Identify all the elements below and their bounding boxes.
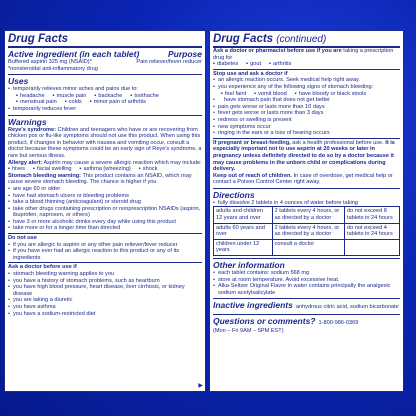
list-item: • are age 60 or older [13, 186, 202, 193]
active-ingredient-row [8, 59, 202, 66]
table-cell: adults and children 12 years and over [214, 207, 273, 223]
uses-heading: Uses [8, 74, 202, 86]
inactive-heading: Inactive ingredients [213, 300, 293, 311]
keep-out-label: Keep out of reach of children. [213, 172, 292, 179]
list-item: • store at room temperature. Avoid excessive heat. [218, 277, 400, 284]
table-cell: do not exceed 4 tablets in 24 hours [345, 223, 400, 239]
list-item: ▪ feel faint [221, 91, 246, 98]
continued-title-text: Drug Facts [213, 33, 274, 45]
divider [213, 138, 400, 139]
active-ingredient-name: Buffered aspirin 325 mg (NSAID)* [8, 59, 92, 65]
list-item: • an allergic reaction occurs. Seek medical help right away. [218, 77, 400, 84]
directions-heading: Directions [213, 188, 400, 200]
stomach-warning [8, 173, 202, 186]
inactive-text: anhydrous citric acid, sodium bicarbonate [295, 304, 399, 311]
table-row [214, 207, 400, 223]
other-info-heading: Other information [213, 258, 400, 270]
allergy-list [8, 166, 202, 173]
stomach-list [8, 186, 202, 232]
ask-pharmacist-list [213, 61, 400, 68]
list-item: • have had stomach ulcers or bleeding problems [13, 193, 202, 200]
do-not-use-heading: Do not use [8, 235, 37, 242]
drug-facts-panel-right [209, 30, 404, 392]
questions-hours: (Mon – Fri 9AM – 5PM EST) [213, 328, 284, 335]
pregnancy-label: If pregnant or breast-feeding, [213, 139, 291, 146]
divider [8, 262, 202, 263]
uses-fever: • temporarily reduces fever [13, 106, 202, 113]
table-row [214, 239, 400, 255]
list-item: • you have asthma [13, 304, 202, 311]
list-item: ▪ backache [94, 93, 122, 100]
table-cell: 2 tablets every 4 hours, or as directed by a doctor [272, 223, 344, 239]
purpose-heading: Purpose [167, 49, 202, 59]
list-item: ▪ have bloody or black stools [295, 91, 366, 98]
pregnancy-text: ask a health professional before use. [292, 139, 384, 146]
list-item: ▪ minor pain of arthritis [90, 99, 146, 106]
list-item: ▪ headache [16, 93, 45, 100]
do-not-use-list [8, 242, 202, 262]
list-item: • redness or swelling is present [218, 117, 400, 124]
warnings-heading: Warnings [8, 115, 202, 127]
list-item: ▪ colds [65, 99, 82, 106]
list-item: • you experience any of the following signs of stomach bleeding: [218, 84, 400, 91]
drug-facts-panel-left [4, 30, 206, 392]
pregnancy-bold-text: It is especially important not to use aspirin at 20 weeks or later in pregnancy unless definitely directed to do so by a doctor because it may cause problems in the unborn child or complications during delivery. [213, 139, 395, 173]
list-item: • you have a sodium-restricted diet [13, 311, 202, 318]
ask-pharmacist [213, 48, 400, 61]
list-item: • ringing in the ears or a loss of hearing occurs [218, 130, 400, 137]
uses-intro: • temporarily relieves minor aches and pains due to: [13, 86, 202, 93]
list-item: ▪ shock [139, 166, 158, 173]
questions-phone: 1-800-986-0369 [318, 320, 359, 327]
divider [213, 69, 400, 70]
list-item: ▪ asthma (wheezing) [80, 166, 131, 173]
keep-out-text: In case of overdose, get medical help or contact a Poison Control Center right away. [213, 172, 393, 186]
list-item: ▪ hives [8, 166, 25, 173]
bleeding-signs-list [213, 91, 400, 98]
stomach-label: Stomach bleeding warning: [8, 172, 82, 179]
reyes-label: Reye's syndrome: [8, 126, 56, 133]
allergy-alert [8, 160, 202, 167]
list-item: ▪ muscle pain [53, 93, 87, 100]
uses-symptom-list [8, 93, 202, 106]
active-ingredient-purpose: Pain reliever/fever reducer [136, 59, 202, 65]
stomach-text: This product contains an NSAID, which may cause severe stomach bleeding. The chance is higher if you [8, 172, 192, 186]
list-item: • have 3 or more alcoholic drinks every day while using this product [13, 219, 202, 226]
table-cell: adults 60 years and over [214, 223, 273, 239]
questions-section [213, 314, 400, 328]
table-cell: 2 tablets every 4 hours, or as directed by a doctor [272, 207, 344, 223]
reyes-warning [8, 127, 202, 160]
ask-pharmacist-text: taking a prescription drug for [213, 48, 394, 61]
ask-doctor-heading: Ask a doctor before use if [8, 264, 77, 271]
ask-pharmacist-heading: Ask a doctor or pharmacist before use if you are [213, 48, 342, 54]
inactive-ingredients [213, 298, 400, 312]
divider [8, 233, 202, 234]
ask-doctor-list [8, 271, 202, 317]
list-item: • take a blood thinning (anticoagulant) or steroid drug [13, 199, 202, 206]
reyes-text: Children and teenagers who have or are recovering from chicken pox or flu-like symptoms should not use this product. When using this product, if changes in behavior with nausea and vomiting occur, consult a doctor because these symptoms could be an early sign of Reye's syndrome, a rare but serious illness. [8, 126, 202, 159]
questions-heading: Questions or comments? [213, 316, 316, 327]
stop-use-list [213, 77, 400, 90]
stop-use-list-cont [213, 97, 400, 137]
continued-suffix: (continued) [276, 34, 327, 45]
list-item: • have stomach pain that does not get better [218, 97, 400, 104]
list-item: • pain gets worse or lasts more than 10 days [218, 104, 400, 111]
list-item: • Alka-Seltzer Original Flavor in water contains principally the analgesic sodium acetylsalicylate [218, 283, 400, 296]
list-item: ▪ facial swelling [33, 166, 72, 173]
nsaid-footnote: *nonsteroidal anti-inflammatory drug [8, 65, 98, 72]
list-item: • stomach bleeding warning applies to you [13, 271, 202, 278]
table-row [214, 223, 400, 239]
table-cell [345, 239, 400, 255]
drug-facts-title: Drug Facts [8, 33, 202, 48]
table-cell: children under 12 years [214, 239, 273, 255]
list-item: ▪ vomit blood [254, 91, 287, 98]
active-ingredient-heading: Active ingredient (in each tablet) [8, 49, 140, 59]
active-ingredient-header [8, 48, 202, 59]
pregnancy-warning [213, 140, 400, 173]
directions-table [213, 206, 400, 256]
drug-facts-continued-title [213, 33, 400, 48]
list-item: • if you have ever had an allergic reaction to this product or any of its ingredients [13, 248, 202, 261]
table-cell: consult a doctor [272, 239, 344, 255]
keep-out-of-reach [213, 173, 400, 186]
list-item: • you are taking a diuretic [13, 297, 202, 304]
list-item: • take more or for a longer time than directed [13, 225, 202, 232]
list-item: • if you are allergic to aspirin or any other pain reliever/fever reducer [13, 242, 202, 249]
list-item: • take other drugs containing prescription or nonprescription NSAIDs (aspirin, ibuprofen, naproxen, or others) [13, 206, 202, 219]
list-item: ▪ arthritis [269, 61, 291, 68]
uses-list [8, 86, 202, 93]
list-item: ▪ toothache [130, 93, 159, 100]
list-item: ▪ menstrual pain [16, 99, 57, 106]
directions-intro: • fully dissolve 2 tablets in 4 ounces of water before taking [218, 200, 400, 207]
allergy-text: Aspirin may cause a severe allergic reaction which may include: [43, 159, 202, 166]
allergy-label: Allergy alert: [8, 159, 43, 166]
stop-use-heading: Stop use and ask a doctor if [213, 70, 288, 77]
list-item: ▪ diabetes [213, 61, 238, 68]
list-item: • each tablet contains: sodium 568 mg [218, 270, 400, 277]
list-item: ▪ gout [246, 61, 261, 68]
list-item: • fever gets worse or lasts more than 3 days [218, 110, 400, 117]
continue-arrow-icon: ▶ [198, 383, 203, 389]
list-item: • new symptoms occur [218, 124, 400, 131]
other-info-list [213, 270, 400, 296]
list-item: • you have high blood pressure, heart disease, liver cirrhosis, or kidney disease [13, 284, 202, 297]
list-item: • you have a history of stomach problems, such as heartburn [13, 278, 202, 285]
table-cell: do not exceed 8 tablets in 24 hours [345, 207, 400, 223]
